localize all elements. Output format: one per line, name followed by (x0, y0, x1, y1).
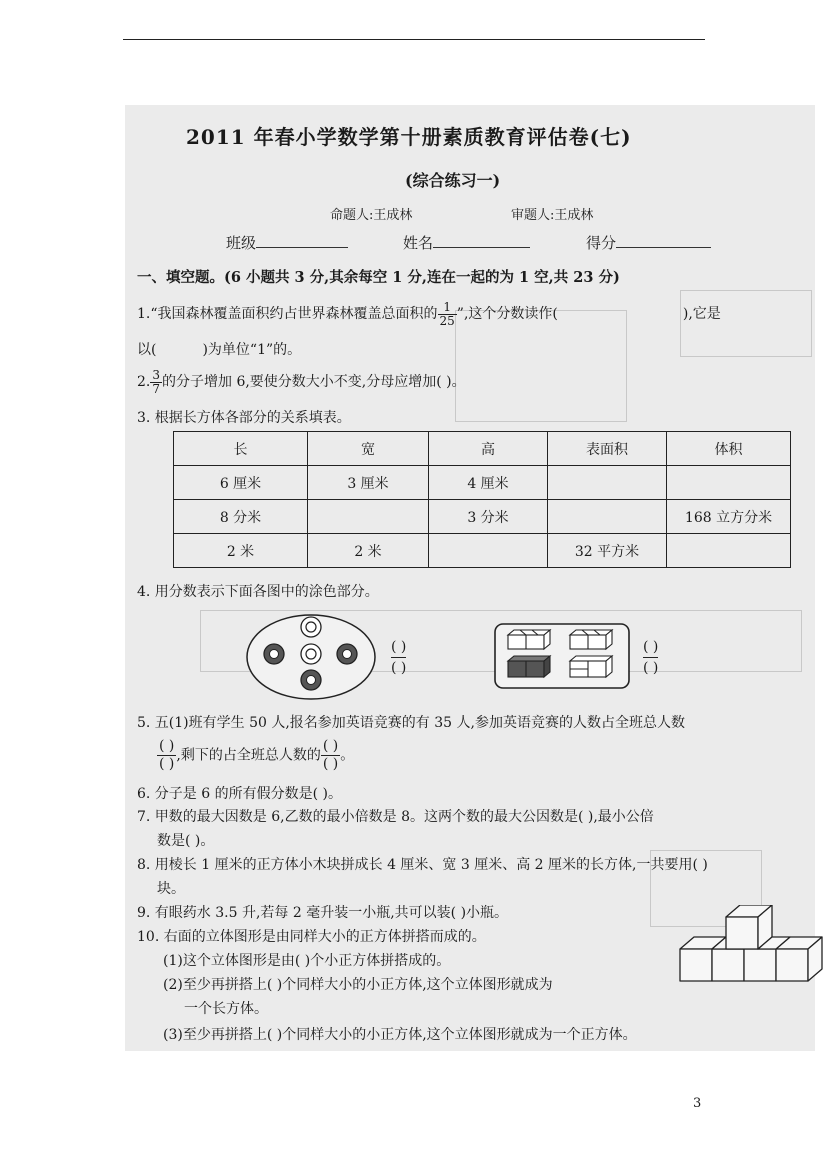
table-row (174, 534, 791, 568)
question-3: 3. 根据长方体各部分的关系填表。 (137, 410, 351, 426)
q1-text-d: 以( (137, 342, 157, 358)
reviewer-label: 审题人:王成林 (511, 208, 594, 223)
q1-fraction (438, 301, 457, 328)
q5-f2-bottom[interactable]: ( ) (322, 756, 339, 772)
fig1-fraction-answer[interactable] (391, 637, 406, 678)
page-number: 3 (693, 1096, 702, 1111)
question-5: 5. 五(1)班有学生 50 人,报名参加英语竞赛的有 35 人,参加英语竞赛的人数占全班总人数 (137, 715, 685, 731)
fig1-answer-top[interactable]: ( ) (391, 637, 406, 658)
table-row (174, 466, 791, 500)
question-7-cont: 数是( )。 (157, 833, 215, 849)
table-cell: 6 厘米 (174, 466, 308, 500)
question-5-cont (157, 738, 354, 773)
q5-fraction-2[interactable] (321, 738, 340, 773)
table-cell: 2 米 (308, 534, 429, 568)
class-field (226, 233, 348, 252)
table-cell: 3 厘米 (308, 466, 429, 500)
cube-1 (508, 630, 550, 649)
ring-right (337, 644, 357, 664)
table-row (174, 500, 791, 534)
question-1-cont (137, 341, 301, 359)
table-cell-blank[interactable] (667, 466, 791, 500)
table-cell: 32 平方米 (548, 534, 667, 568)
q1-numerator: 1 (438, 301, 457, 315)
table-header-row (174, 432, 791, 466)
q1-text-e: )为单位“1”的。 (202, 342, 302, 358)
q2-fraction (150, 369, 162, 396)
table-cell: 2 米 (174, 534, 308, 568)
table-cell-blank[interactable] (429, 534, 548, 568)
question-10: 10. 右面的立体图形是由同样大小的正方体拼搭而成的。 (137, 929, 486, 945)
question-1 (137, 299, 721, 329)
question-9: 9. 有眼药水 3.5 升,若每 2 毫升装一小瓶,共可以装( )小瓶。 (137, 905, 509, 921)
ellipse-rings-figure (244, 612, 378, 702)
cuboid-table (173, 431, 791, 568)
cube-3-shaded (508, 656, 550, 677)
name-blank[interactable] (433, 233, 530, 248)
section-heading: 一、填空题。(6 小题共 3 分,其余每空 1 分,连在一起的为 1 空,共 23 分) (137, 269, 620, 286)
table-cell-blank[interactable] (667, 534, 791, 568)
table-cell: 8 分米 (174, 500, 308, 534)
question-6: 6. 分子是 6 的所有假分数是( )。 (137, 786, 342, 802)
question-8: 8. 用棱长 1 厘米的正方体小木块拼成长 4 厘米、宽 3 厘米、高 2 厘米的长方体,一共要用( ) (137, 857, 708, 873)
q2-text: 的分子增加 6,要使分数大小不变,分母应增加( )。 (162, 374, 466, 390)
fig2-answer-top[interactable]: ( ) (643, 637, 658, 658)
q1-text-a: 1.“我国森林覆盖面积约占世界森林覆盖总面积的 (137, 306, 438, 322)
question-10-2-cont: 一个长方体。 (184, 1001, 268, 1017)
ring-bottom (301, 670, 321, 690)
score-blank[interactable] (616, 233, 711, 248)
table-cell: 168 立方分米 (667, 500, 791, 534)
question-10-3: (3)至少再拼搭上( )个同样大小的小正方体,这个立体图形就成为一个正方体。 (163, 1027, 637, 1043)
class-blank[interactable] (256, 233, 348, 248)
q5-f2-top[interactable]: ( ) (322, 738, 339, 754)
q5-f1-top[interactable]: ( ) (159, 738, 175, 754)
stacked-cubes-figure (678, 905, 827, 985)
table-cell-blank[interactable] (548, 500, 667, 534)
fig2-answer-bottom[interactable]: ( ) (643, 660, 659, 676)
score-label: 得分 (586, 234, 617, 252)
q1-text-c: ),它是 (682, 306, 721, 322)
page-title: 2011 年春小学数学第十册素质教育评估卷(七) (186, 125, 632, 149)
q5-fraction-1[interactable] (157, 738, 176, 773)
question-4: 4. 用分数表示下面各图中的涂色部分。 (137, 584, 379, 600)
name-field (403, 233, 530, 252)
q5-f1-bottom[interactable]: ( ) (159, 756, 175, 772)
q1-text-b: ”,这个分数读作( (456, 306, 558, 322)
table-cell-blank[interactable] (548, 466, 667, 500)
cubes-box-figure (494, 623, 630, 689)
table-header: 长 (174, 432, 308, 466)
table-cell: 4 厘米 (429, 466, 548, 500)
question-10-1: (1)这个立体图形是由( )个小正方体拼搭成的。 (163, 953, 451, 969)
fig1-answer-bottom[interactable]: ( ) (391, 660, 407, 676)
question-8-cont: 块。 (157, 881, 185, 897)
q2-denominator: 7 (152, 381, 160, 396)
cube-2 (570, 630, 612, 649)
header-rule (123, 39, 705, 40)
question-7: 7. 甲数的最大因数是 6,乙数的最小倍数是 8。这两个数的最大公因数是( ),最小公倍 (137, 809, 654, 825)
ring-left (264, 644, 284, 664)
class-label: 班级 (226, 234, 257, 252)
question-10-2: (2)至少再拼搭上( )个同样大小的小正方体,这个立体图形就成为 (163, 977, 553, 993)
fig2-fraction-answer[interactable] (643, 637, 658, 678)
table-header: 表面积 (548, 432, 667, 466)
name-label: 姓名 (403, 234, 434, 252)
table-header: 高 (429, 432, 548, 466)
ring-top (301, 617, 321, 637)
author-label: 命题人:王成林 (330, 208, 413, 223)
score-field (586, 233, 711, 252)
q5-end: 。 (340, 747, 355, 764)
table-header: 宽 (308, 432, 429, 466)
table-header: 体积 (667, 432, 791, 466)
ring-center (301, 644, 321, 664)
q5-text-b: ,剩下的占全班总人数的 (176, 747, 321, 764)
q1-denominator: 25 (439, 313, 455, 328)
table-cell: 3 分米 (429, 500, 548, 534)
question-2 (137, 367, 466, 397)
q2-numerator: 3 (152, 367, 160, 382)
q2-prefix: 2. (137, 374, 151, 390)
table-cell-blank[interactable] (308, 500, 429, 534)
cube-4 (570, 656, 612, 677)
page-subtitle: (综合练习一) (405, 171, 501, 190)
